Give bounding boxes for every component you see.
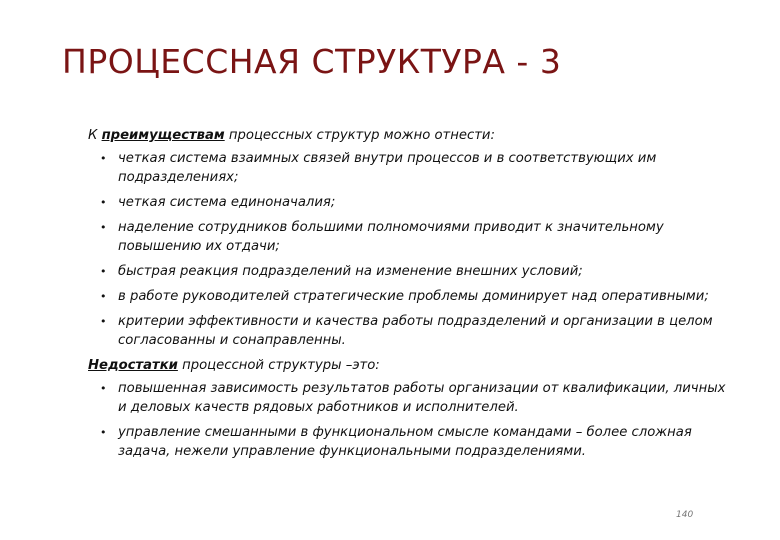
list-item xyxy=(88,149,738,187)
bullet-icon: • xyxy=(100,290,107,303)
bullet-icon: • xyxy=(100,382,107,395)
list-item-text: четкая система взаимных связей внутри процессов и в соответствующих им подразделениях; xyxy=(118,151,657,185)
list-item-text: четкая система единоначалия; xyxy=(118,195,336,210)
list-item xyxy=(88,312,738,350)
list-item xyxy=(88,379,738,417)
slide-content xyxy=(88,126,738,467)
list-item-text: критерии эффективности и качества работы подразделений и организации в целом согласованны и сонаправленны. xyxy=(118,314,713,348)
disadvantages-keyword: Недостатки xyxy=(88,358,178,373)
bullet-icon: • xyxy=(100,196,107,209)
slide-title: ПРОЦЕССНАЯ СТРУКТУРА - 3 xyxy=(62,42,562,81)
list-item-text: повышенная зависимость результатов работы организации от квалификации, личных и деловых качеств рядовых работников и исполнителей. xyxy=(118,381,726,415)
list-item xyxy=(88,262,738,281)
bullet-icon: • xyxy=(100,152,107,165)
advantages-suffix: процессных структур можно отнести: xyxy=(224,128,495,143)
list-item-text: наделение сотрудников большими полномочиями приводит к значительному повышению их отдачи; xyxy=(118,220,664,254)
list-item xyxy=(88,287,738,306)
disadvantages-intro xyxy=(88,356,738,375)
list-item xyxy=(88,218,738,256)
disadvantages-suffix: процессной структуры –это: xyxy=(177,358,380,373)
list-item-text: в работе руководителей стратегические проблемы доминирует над оперативными; xyxy=(118,289,709,304)
advantages-list xyxy=(88,149,738,350)
list-item-text: быстрая реакция подразделений на изменение внешних условий; xyxy=(118,264,583,279)
bullet-icon: • xyxy=(100,221,107,234)
list-item-text: управление смешанными в функциональном смысле командами – более сложная задача, нежели управление функциональными подразделениями. xyxy=(118,425,692,459)
bullet-icon: • xyxy=(100,265,107,278)
list-item xyxy=(88,193,738,212)
disadvantages-list xyxy=(88,379,738,461)
list-item xyxy=(88,423,738,461)
bullet-icon: • xyxy=(100,426,107,439)
bullet-icon: • xyxy=(100,315,107,328)
page-number: 140 xyxy=(676,510,694,520)
advantages-keyword: преимуществам xyxy=(101,128,225,143)
advantages-intro xyxy=(88,126,738,145)
advantages-prefix: К xyxy=(88,128,102,143)
